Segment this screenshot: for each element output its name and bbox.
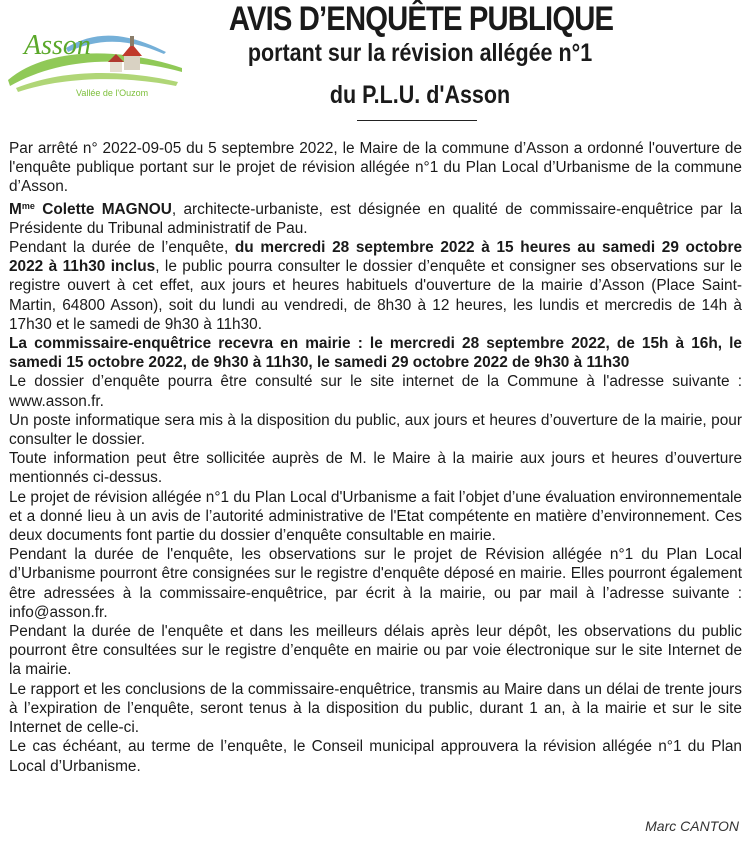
paragraph-poste-informatique: Un poste informatique sera mis à la disposition du public, aux jours et heures d’ouverture de la mairie, pour consulter le dossier. — [9, 411, 742, 449]
commissaire-text: , architecte-urbaniste, est désignée en qualité de commissaire-enquêtrice par la Présidente du Tribunal administratif de Pau. — [9, 200, 743, 237]
paragraph-arrete: Par arrêté n° 2022-09-05 du 5 septembre 2022, le Maire de la commune d’Asson a ordonné l'ouverture de l'enquête publique portant sur le projet de révision allégée n°1 du Plan Local d’Urbanisme de la commune d’Asson. — [9, 140, 742, 196]
paragraph-observations: Pendant la durée de l'enquête, les observations sur le projet de Révision allégée n°1 du Plan Local d’Urbanisme pourront être consignées sur le registre d'enquête déposé en mairie. Elles pourront également être adressées à la commissaire-enquêtrice, par écrit à la mairie, ou par mail à l’adresse suivante : info@asson.fr. — [9, 546, 742, 621]
subtitle-line-2: du P.L.U. d'Asson — [329, 81, 511, 109]
duree-rest: , le public pourra consulter le dossier d’enquête et consigner ses observations sur le registre ouvert à cet effet, aux jours et heures habituels d'ouverture de la mairie d’Asson (Place Saint-Martin, 64800 Asson), soit du lundi au vendredi, de 8h30 à 12 heures, les lundis et mercredis de 14h à 17h30 et le samedi de 9h30 à 11h30. — [9, 258, 743, 333]
title-m: M — [9, 200, 22, 218]
page-title: AVIS D’ENQUÊTE PUBLIQUE — [228, 0, 614, 38]
paragraph-conseil: Le cas échéant, au terme de l’enquête, le Conseil municipal approuvera la révision allégée n°1 du Plan Local d’Urbanisme. — [9, 738, 742, 775]
signature: Marc CANTON — [645, 818, 739, 834]
paragraph-duree — [9, 238, 742, 334]
paragraph-rapport: Le rapport et les conclusions de la commissaire-enquêtrice, transmis au Maire dans un délai de trente jours à l’expiration de l’enquête, seront tenus à la disposition du public, durant 1 an, à la mairie et sur le site Internet de celle-ci. — [9, 680, 742, 737]
duree-dates: du mercredi 28 septembre 2022 à 15 heures au samedi 29 octobre 2022 à 11h30 inclus — [9, 239, 742, 276]
duree-start: Pendant la durée de l’enquête, — [9, 239, 235, 257]
title-sup: me — [21, 200, 35, 211]
paragraph-site-internet: Le dossier d’enquête pourra être consulté sur le site internet de la Commune à l'adresse suivante : www.asson.fr. — [9, 373, 742, 410]
paragraph-consultation: Pendant la durée de l'enquête et dans les meilleurs délais après leur dépôt, les observations du public pourront être consultées sur le registre d’enquête en mairie ou par voie électronique sur le site Internet de la mairie. — [9, 623, 742, 679]
logo-wordmark: Asson — [24, 30, 91, 61]
permanences-text: La commissaire-enquêtrice recevra en mairie : le mercredi 28 septembre 2022, de 15h à 16h, le samedi 15 octobre 2022, de 9h30 à 11h30, le samedi 29 octobre 2022 de 9h30 à 11h30 — [9, 335, 742, 372]
paragraph-evaluation: Le projet de révision allégée n°1 du Plan Local d'Urbanisme a fait l’objet d’une évaluation environnementale et a donné lieu à un avis de l’autorité administrative de l'Etat compétente en matière d’environnement. Ces deux documents font partie du dossier d’enquête consultable en mairie. — [9, 488, 742, 545]
asson-logo — [6, 8, 184, 100]
subtitle-line-1: portant sur la révision allégée n°1 — [247, 39, 593, 67]
logo-tagline: Vallée de l'Ouzom — [76, 88, 149, 98]
title-divider — [357, 120, 477, 121]
paragraph-permanences — [9, 334, 742, 372]
asson-logo-graphic — [6, 8, 184, 100]
commissaire-name: Colette MAGNOU — [42, 200, 172, 218]
notice-body — [9, 139, 742, 776]
paragraph-information: Toute information peut être sollicitée auprès de M. le Maire à la mairie aux jours et heures d’ouverture mentionnés ci-dessus. — [9, 450, 742, 487]
paragraph-commissaire — [9, 197, 742, 238]
